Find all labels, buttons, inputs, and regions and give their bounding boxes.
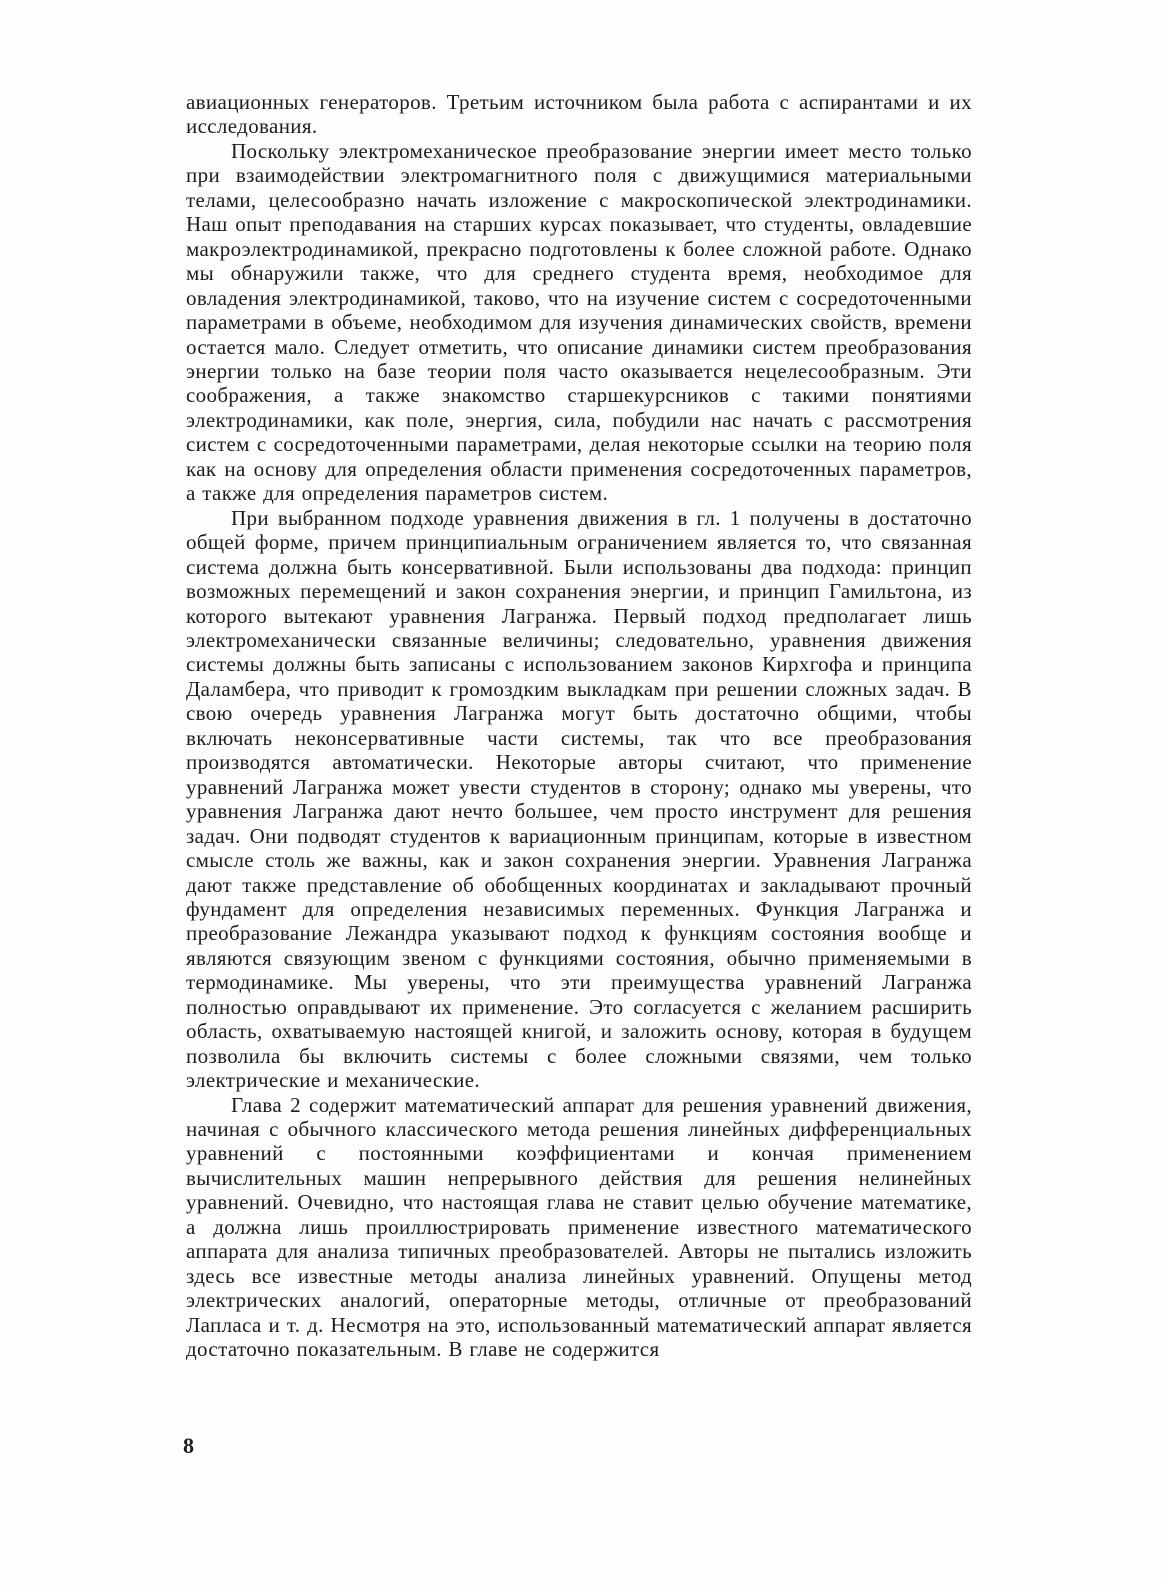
page-number: 8 xyxy=(183,1433,194,1458)
paragraph-chapter-2: Глава 2 содержит математический аппарат для решения уравнений движения, начиная с обычного классического метода решения линейных дифференциальных уравнений с постоянными коэффициентами и кончая применением вычислительных машин непрерывного действия для решения нелинейных уравнений. Очевидно, что настоящая глава не ставит целью обучение математике, а должна лишь проиллюстрировать применение известного математического аппарата для анализа типичных преобразователей. Авторы не пытались изложить здесь все известные методы анализа линейных уравнений. Опущены метод электрических аналогий, операторные методы, отличные от преобразований Лапласа и т. д. Несмотря на это, использованный математический аппарат является достаточно показательным. В главе не содержится xyxy=(186,1092,972,1362)
paragraph-lagrange-equations: При выбранном подходе уравнения движения в гл. 1 получены в достаточно общей форме, причем принципиальным ограничением является то, что связанная система должна быть консервативной. Были использованы два подхода: принцип возможных перемещений и закон сохранения энергии, и принцип Гамильтона, из которого вытекают уравнения Лагранжа. Первый подход предполагает лишь электромеханически связанные величины; следовательно, уравнения движения системы должны быть записаны с использованием законов Кирхгофа и принципа Даламбера, что приводит к громоздким выкладкам при решении сложных задач. В свою очередь уравнения Лагранжа могут быть достаточно общими, чтобы включать неконсервативные части системы, так что все преобразования производятся автоматически. Некоторые авторы считают, что применение уравнений Лагранжа может увести студентов в сторону; однако мы уверены, что уравнения Лагранжа дают нечто большее, чем просто инструмент для решения задач. Они подводят студентов к вариационным принципам, которые в известном смысле столь же важны, как и закон сохранения энергии. Уравнения Лагранжа дают также представление об обобщенных координатах и закладывают прочный фундамент для определения независимых переменных. Функция Лагранжа и преобразование Лежандра указывают подход к функциям состояния вообще и являются связующим звеном с функциями состояния, обычно применяемыми в термодинамике. Мы уверены, что эти преимущества уравнений Лагранжа полностью оправдывают их применение. Это согласуется с желанием расширить область, охватываемую настоящей книгой, и заложить основу, которая в будущем позволила бы включить системы с более сложными связями, чем только электрические и механические. xyxy=(186,505,972,1093)
paragraph-macroelectrodynamics: Поскольку электромеханическое преобразование энергии имеет место только при взаимодействии электромагнитного поля с движущимися материальными телами, целесообразно начать изложение с макроскопической электродинамики. Наш опыт преподавания на старших курсах показывает, что студенты, овладевшие макроэлектродинамикой, прекрасно подготовлены к более сложной работе. Однако мы обнаружили также, что для среднего студента время, необходимое для овладения электродинамикой, таково, что на изучение систем с сосредоточенными параметрами в объеме, необходимом для изучения динамических свойств, времени остается мало. Следует отметить, что описание динамики систем преобразования энергии только на базе теории поля часто оказывается нецелесообразным. Эти соображения, а также знакомство старшекурсников с такими понятиями электродинамики, как поле, энергия, сила, побудили нас начать с рассмотрения систем с сосредоточенными параметрами, делая некоторые ссылки на теорию поля как на основу для определения области применения сосредоточенных параметров, а также для определения параметров систем. xyxy=(186,138,972,506)
page-body-text xyxy=(186,90,972,1362)
paragraph-continuation: авиационных генераторов. Третьим источником была работа с аспирантами и их исследования. xyxy=(186,90,972,139)
